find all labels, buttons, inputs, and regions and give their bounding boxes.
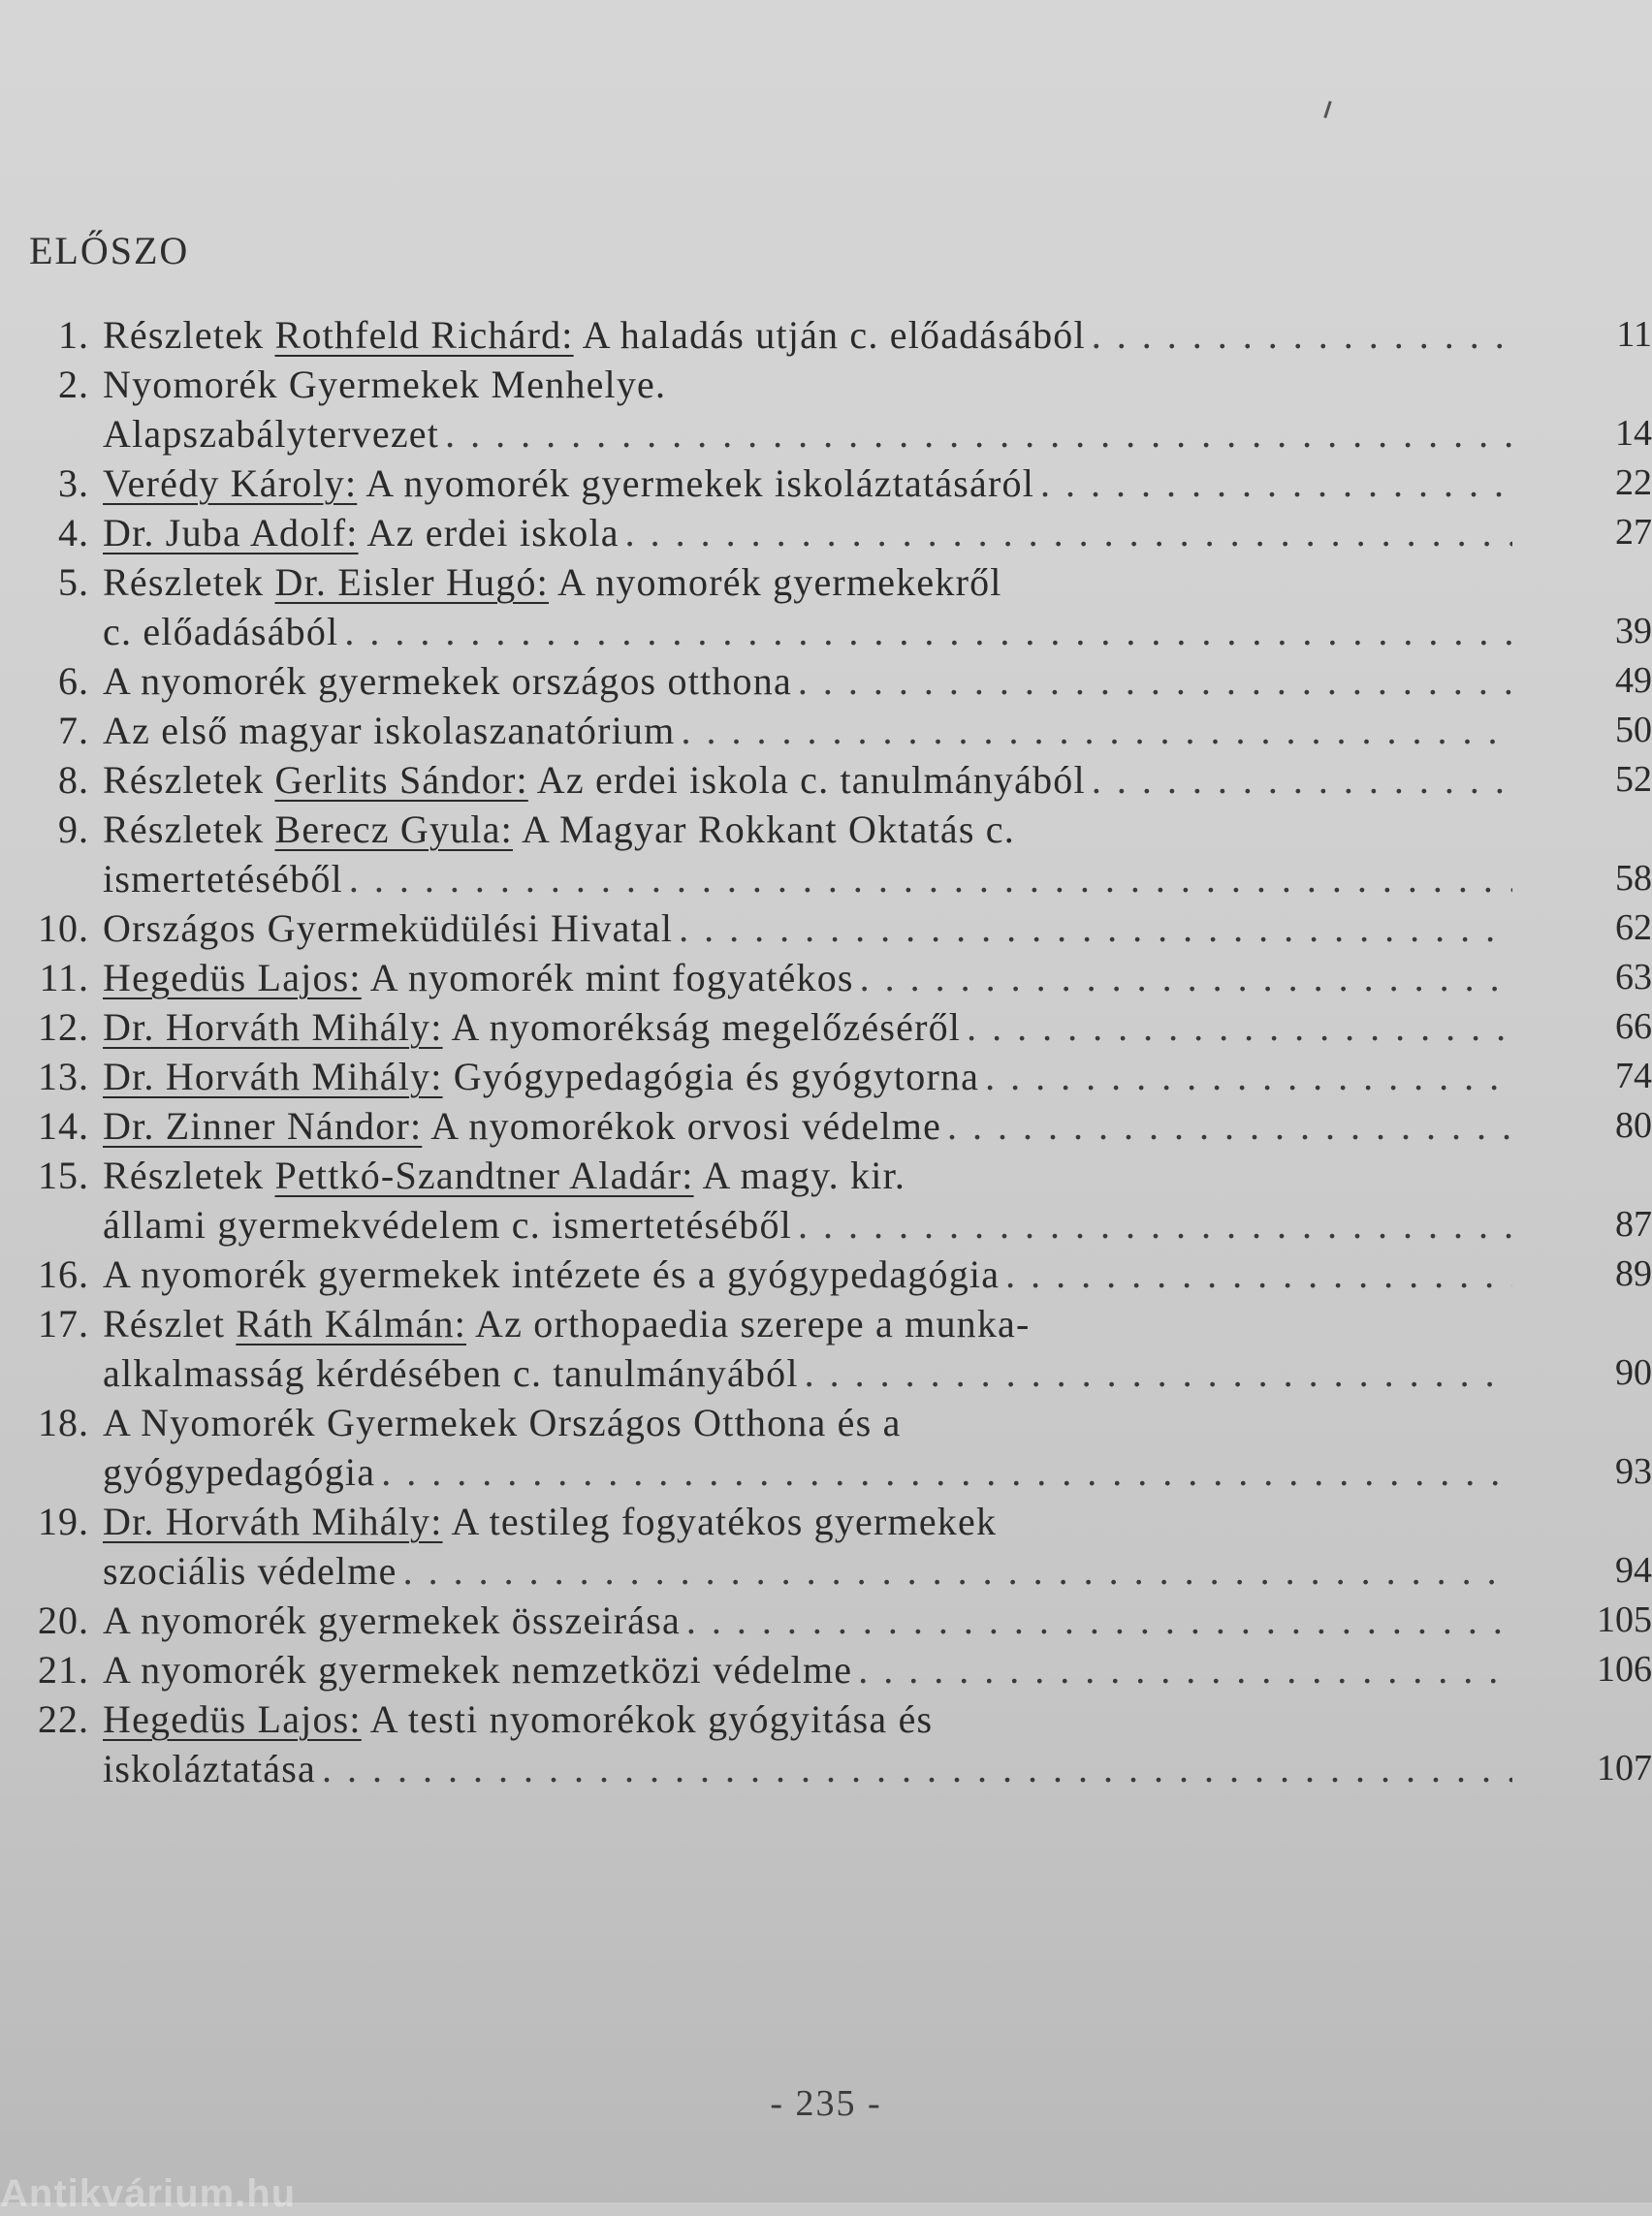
dot-leader [381,1447,1512,1497]
toc-entry [0,1002,1652,1052]
entry-line-text [103,1596,681,1645]
dot-leader [679,903,1512,953]
entry-page-number: 11 [1616,314,1652,355]
entry-text: A magy. kir. [693,1154,906,1197]
toc-entry [0,805,1652,903]
entry-line [103,1002,1518,1052]
entry-page-number: 74 [1615,1056,1652,1096]
entry-prefix: Részletek [103,758,275,802]
entry-author: Dr. Horváth Mihály: [103,1055,443,1098]
entry-page-number: 105 [1597,1599,1652,1640]
entry-prefix: alkalmasság kérdésében c. tanulmányából [103,1351,799,1395]
entry-line-text [103,953,854,1002]
entry-line-text [103,1398,902,1447]
entry-page-number: 27 [1615,512,1652,553]
entry-line-text [103,1002,961,1052]
dot-leader [625,508,1512,557]
entry-page-number: 107 [1597,1748,1652,1789]
dot-leader [985,1052,1512,1101]
entry-prefix: Az első magyar iskolaszanatórium [103,709,676,752]
entry-page-number: 94 [1615,1550,1652,1591]
entry-line [103,1596,1518,1645]
entry-title [103,1101,1518,1151]
entry-line [103,360,1518,409]
entry-text: Az orthopaedia szerepe a munka- [466,1302,1031,1345]
toc-entry [0,1596,1652,1645]
entry-prefix: szociális védelme [103,1549,397,1593]
entry-author: Pettkó-Szandtner Aladár: [274,1154,694,1197]
entry-text: A nyomorékok orvosi védelme [422,1104,942,1148]
entry-title [103,1497,1518,1596]
entry-title [103,1052,1518,1101]
entry-number: 22. [38,1697,89,1741]
entry-line [103,1398,1518,1447]
entry-number: 1. [58,313,89,357]
entry-page-number: 66 [1615,1006,1652,1047]
entry-line [103,805,1518,854]
dot-leader [322,1744,1512,1793]
entry-author: Berecz Gyula: [274,807,513,851]
entry-line [103,557,1518,607]
dot-leader [686,1596,1512,1645]
dot-leader [344,607,1512,656]
entry-page-number: 22 [1615,462,1652,503]
entry-prefix: Részletek [103,313,275,357]
dot-leader [1092,310,1512,360]
entry-prefix: iskoláztatása [103,1747,316,1790]
entry-author: Dr. Horváth Mihály: [103,1500,443,1543]
entry-line [103,903,1518,953]
entry-prefix: Nyomorék Gyermekek Menhelye. [103,363,667,406]
entry-page-number: 90 [1615,1352,1652,1393]
entry-title [103,1645,1518,1694]
section-heading: ELŐSZO [29,229,190,272]
entry-text: Gyógypedagógia és gyógytorna [442,1055,980,1098]
entry-line [103,607,1518,656]
toc-entry [0,1497,1652,1596]
entry-line [103,1546,1518,1596]
entry-text: A testi nyomorékok gyógyitása és [361,1697,934,1741]
dot-leader [445,409,1512,459]
toc-entry [0,1101,1652,1151]
toc-entry [0,1694,1652,1793]
entry-title [103,1694,1518,1793]
entry-text: Az erdei iskola [358,511,620,554]
entry-author: Ráth Kálmán: [236,1302,467,1345]
entry-line [103,1497,1518,1546]
entry-page-number: 93 [1615,1451,1652,1492]
entry-line-text [103,1052,979,1101]
entry-text: A Magyar Rokkant Oktatás c. [512,807,1015,851]
entry-line [103,1299,1518,1348]
page-folio: - 235 - [770,2083,882,2124]
entry-title [103,1250,1518,1299]
watermark: Antikvárium.hu [0,2172,297,2215]
entry-line-text [103,607,338,656]
entry-line-text [103,1694,933,1744]
entry-number: 17. [38,1302,89,1345]
entry-number: 14. [38,1104,89,1148]
entry-line-text [103,854,343,903]
entry-author: Hegedüs Lajos: [103,956,362,999]
toc-entry [0,310,1652,360]
entry-title [103,1151,1518,1250]
entry-line [103,1200,1518,1250]
dot-leader [1005,1250,1512,1299]
entry-line-text [103,1200,792,1250]
entry-line-text [103,1744,316,1793]
dot-leader [349,854,1512,903]
entry-number: 13. [38,1055,89,1098]
entry-line [103,953,1518,1002]
entry-text: A nyomorék gyermekek iskoláztatásáról [357,461,1035,505]
entry-line [103,1645,1518,1694]
entry-number: 11. [39,956,89,999]
dot-leader [681,706,1512,755]
entry-page-number: 39 [1615,611,1652,651]
dot-leader [798,1200,1512,1250]
entry-number: 20. [38,1599,89,1642]
entry-text: A haladás utján c. előadásából [573,313,1086,357]
toc-entry [0,953,1652,1002]
entry-title [103,1596,1518,1645]
entry-line [103,409,1518,459]
entry-line-text [103,1645,852,1694]
entry-prefix: gyógypedagógia [103,1450,376,1494]
dot-leader [805,1348,1512,1398]
entry-page-number: 89 [1615,1253,1652,1294]
entry-text: Az erdei iskola c. tanulmányából [527,758,1086,802]
entry-title [103,1398,1518,1497]
entry-line [103,1052,1518,1101]
entry-author: Hegedüs Lajos: [103,1697,362,1741]
entry-line-text [103,360,666,409]
entry-number: 7. [58,709,89,752]
entry-line [103,459,1518,508]
entry-author: Dr. Eisler Hugó: [274,560,550,604]
entry-number: 15. [38,1154,89,1197]
entry-prefix: Részletek [103,1154,275,1197]
entry-title [103,953,1518,1002]
entry-prefix: Részletek [103,807,275,851]
entry-author: Rothfeld Richárd: [274,313,574,357]
entry-line [103,1250,1518,1299]
entry-author: Dr. Juba Adolf: [103,511,359,554]
toc-entry [0,1151,1652,1250]
entry-author: Verédy Károly: [103,461,358,505]
entry-line-text [103,706,675,755]
entry-number: 5. [58,560,89,604]
entry-title [103,508,1518,557]
entry-page-number: 80 [1615,1105,1652,1146]
toc-entry [0,360,1652,459]
entry-page-number: 50 [1615,710,1652,750]
entry-prefix: Részlet [103,1302,237,1345]
entry-line-text [103,1546,397,1596]
entry-title [103,706,1518,755]
entry-line-text [103,409,439,459]
dot-leader [798,656,1512,706]
entry-number: 2. [58,363,89,406]
table-of-contents [0,310,1652,1793]
entry-number: 4. [58,511,89,554]
dot-leader [858,1645,1512,1694]
entry-number: 19. [38,1500,89,1543]
entry-title [103,557,1518,656]
entry-line [103,656,1518,706]
entry-title [103,459,1518,508]
entry-prefix: c. előadásából [103,610,339,653]
print-speck [1323,101,1331,118]
entry-page-number: 63 [1615,957,1652,997]
dot-leader [860,953,1512,1002]
entry-line [103,508,1518,557]
toc-entry [0,1250,1652,1299]
toc-entry [0,1645,1652,1694]
dot-leader [1040,459,1512,508]
entry-author: Dr. Zinner Nándor: [103,1104,423,1148]
entry-prefix: ismertetéséből [103,857,343,901]
entry-line-text [103,1250,1000,1299]
entry-page-number: 62 [1615,907,1652,948]
entry-prefix: A Nyomorék Gyermekek Országos Otthona és a [103,1401,902,1444]
entry-title [103,805,1518,903]
toc-entry [0,1299,1652,1398]
dot-leader [403,1546,1512,1596]
toc-entry [0,1052,1652,1101]
entry-page-number: 52 [1615,759,1652,800]
entry-line-text [103,1447,375,1497]
entry-title [103,903,1518,953]
entry-line [103,854,1518,903]
entry-line-text [103,310,1086,360]
toc-entry [0,459,1652,508]
entry-title [103,310,1518,360]
toc-entry [0,508,1652,557]
entry-number: 10. [38,906,89,950]
entry-line [103,1101,1518,1151]
entry-title [103,755,1518,805]
dot-leader [967,1002,1512,1052]
toc-entry [0,656,1652,706]
entry-number: 16. [38,1252,89,1296]
entry-line-text [103,557,1002,607]
toc-entry [0,903,1652,953]
entry-line [103,1694,1518,1744]
entry-line-text [103,1348,799,1398]
entry-line [103,310,1518,360]
entry-title [103,360,1518,459]
toc-entry [0,706,1652,755]
entry-line-text [103,755,1086,805]
entry-line-text [103,459,1034,508]
entry-author: Dr. Horváth Mihály: [103,1005,443,1049]
entry-line [103,755,1518,805]
entry-line-text [103,508,620,557]
toc-entry [0,1398,1652,1497]
entry-number: 3. [58,461,89,505]
entry-text: A nyomorék gyermekekről [549,560,1002,604]
entry-line-text [103,656,792,706]
entry-line-text [103,903,673,953]
entry-line [103,1447,1518,1497]
toc-entry [0,557,1652,656]
entry-title [103,1299,1518,1398]
entry-line [103,706,1518,755]
entry-number: 6. [58,659,89,703]
entry-text: A nyomorék mint fogyatékos [361,956,854,999]
entry-title [103,1002,1518,1052]
entry-line [103,1744,1518,1793]
entry-number: 21. [38,1648,89,1692]
entry-page-number: 49 [1615,660,1652,701]
entry-line-text [103,1497,997,1546]
dot-leader [947,1101,1512,1151]
entry-prefix: Alapszabálytervezet [103,412,440,456]
dot-leader [1092,755,1512,805]
entry-page-number: 14 [1615,413,1652,454]
entry-prefix: Részletek [103,560,275,604]
entry-line [103,1151,1518,1200]
entry-prefix: Országos Gyermeküdülési Hivatal [103,906,674,950]
entry-prefix: A nyomorék gyermekek nemzetközi védelme [103,1648,853,1692]
entry-author: Gerlits Sándor: [274,758,528,802]
entry-page-number: 106 [1597,1649,1652,1690]
entry-prefix: A nyomorék gyermekek országos otthona [103,659,792,703]
entry-number: 18. [38,1401,89,1444]
entry-line [103,1348,1518,1398]
entry-line-text [103,805,1015,854]
entry-number: 9. [58,807,89,851]
entry-line-text [103,1151,905,1200]
entry-page-number: 87 [1615,1204,1652,1245]
entry-text: A nyomorékság megelőzéséről [442,1005,962,1049]
entry-line-text [103,1101,941,1151]
entry-line-text [103,1299,1031,1348]
entry-number: 8. [58,758,89,802]
entry-title [103,656,1518,706]
entry-prefix: állami gyermekvédelem c. ismertetéséből [103,1203,792,1247]
entry-number: 12. [38,1005,89,1049]
entry-text: A testileg fogyatékos gyermekek [442,1500,998,1543]
toc-entry [0,755,1652,805]
entry-prefix: A nyomorék gyermekek összeirása [103,1599,681,1642]
entry-prefix: A nyomorék gyermekek intézete és a gyógypedagógia [103,1252,1001,1296]
entry-page-number: 58 [1615,858,1652,899]
